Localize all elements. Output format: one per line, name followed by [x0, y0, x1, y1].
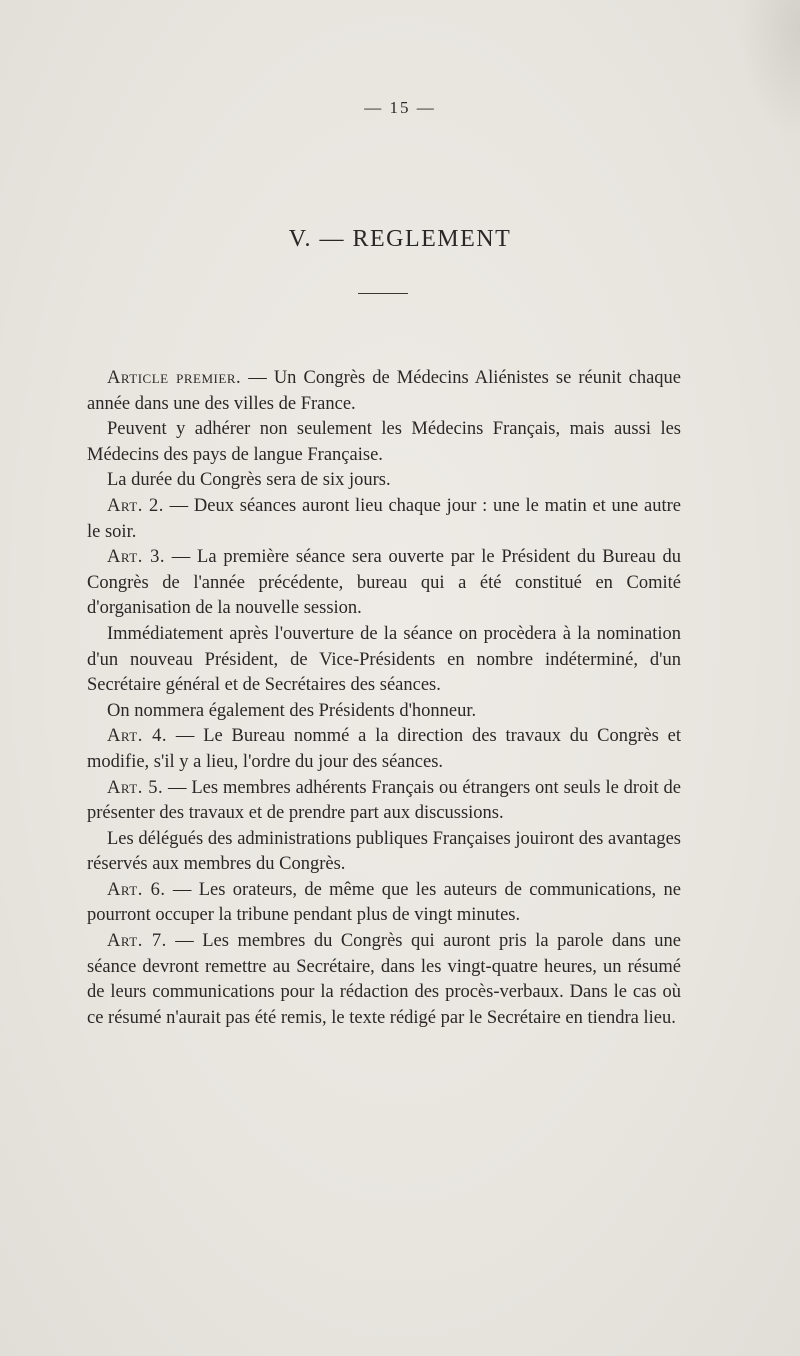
paragraph-text: — Les orateurs, de même que les auteurs de communications, ne pourront occuper la tribune pendant plus de vingt minutes. [87, 879, 681, 926]
paragraph [87, 468, 681, 494]
paragraph [87, 366, 681, 417]
article-label: Art. 6. [107, 879, 166, 900]
paragraph-text: Immédiatement après l'ouverture de la séance on procèdera à la nomination d'un nouveau Président, de Vice-Présidents en nombre indéterminé, d'un Secrétaire général et de Secrétaires des séances. [87, 623, 681, 696]
paragraph [87, 929, 681, 1031]
paragraph [87, 776, 681, 827]
page-number: — 15 — [364, 98, 436, 117]
paragraph-text: — Les membres du Congrès qui auront pris la parole dans une séance devront remettre au Secrétaire, dans les vingt-quatre heures, un résumé de leurs communications pour la rédaction des procès-verbaux. Dans le cas où ce résumé n'aurait pas été remis, le texte rédigé par le Secrétaire en tiendra lieu. [87, 931, 681, 1028]
article-label: Art. 2. [107, 495, 164, 516]
paragraph-text: — Deux séances auront lieu chaque jour : une le matin et une autre le soir. [87, 495, 681, 542]
paragraph [87, 494, 681, 545]
paragraph-text: — La première séance sera ouverte par le Président du Bureau du Congrès de l'année précédente, bureau qui a été constitué en Comité d'organisation de la nouvelle session. [87, 547, 681, 619]
page-stain [740, 0, 800, 140]
paragraph-text: — Un Congrès de Médecins Aliénistes se réunit chaque année dans une des villes de France. [87, 368, 681, 414]
article-label: Art. 5. [107, 777, 164, 798]
title-divider [358, 293, 408, 294]
paragraph [87, 878, 681, 929]
article-label: Art. 7. [107, 931, 167, 952]
body-text [87, 366, 681, 1031]
paragraph [87, 699, 681, 725]
article-label: Article premier. [107, 368, 242, 388]
paragraph [87, 724, 681, 775]
article-label: Art. 3. [107, 547, 165, 568]
paragraph [87, 417, 681, 468]
paragraph [87, 545, 681, 622]
paragraph [87, 622, 681, 699]
section-title: V. — REGLEMENT [288, 226, 512, 252]
paragraph-text: — Les membres adhérents Français ou étrangers ont seuls le droit de présenter des travaux et de prendre part aux discussions. [87, 777, 681, 824]
paragraph-text: La durée du Congrès sera de six jours. [107, 470, 391, 491]
paragraph-text: Peuvent y adhérer non seulement les Médecins Français, mais aussi les Médecins des pays de langue Française. [87, 419, 681, 465]
paragraph-text: — Le Bureau nommé a la direction des travaux du Congrès et modifie, s'il y a lieu, l'ordre du jour des séances. [87, 726, 681, 772]
paragraph [87, 827, 681, 878]
paragraph-text: Les délégués des administrations publiques Françaises jouiront des avantages réservés aux membres du Congrès. [87, 828, 681, 875]
paragraph-text: On nommera également des Présidents d'honneur. [107, 700, 477, 721]
article-label: Art. 4. [107, 726, 168, 747]
